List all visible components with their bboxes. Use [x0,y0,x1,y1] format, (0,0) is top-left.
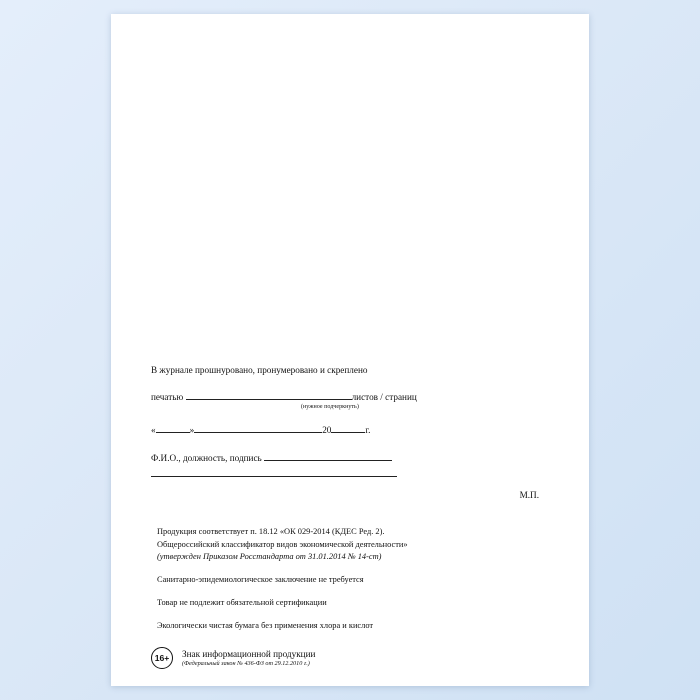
stamp-word: печатью [151,392,184,403]
okved-line-2: Общероссийский классификатор видов экономической деятельности» [157,539,408,549]
date-line [151,423,551,437]
age-rating-icon: 16+ [151,647,173,669]
spacer-3 [151,609,551,620]
date-row [151,423,551,437]
age-mark-text [182,649,315,667]
certification-block [151,364,551,377]
signature-row [151,451,551,477]
year-input[interactable] [331,423,365,433]
quote-close: » [189,424,195,435]
notes-block [151,526,551,632]
underline-note: (нужное подчеркнуть) [301,403,359,410]
month-input[interactable] [194,423,322,433]
stamp-place: М.П. [519,490,539,501]
sheets-count-suffix: листов / страниц [351,392,417,403]
document-page [111,14,589,686]
spacer-2 [151,586,551,597]
okved-line-3: (утвержден Приказом Росстандарта от 31.01.2014 № 14-ст) [157,551,382,561]
sanitary-note: Санитарно-эпидемиологическое заключение не требуется [157,574,364,584]
document-content [151,364,551,669]
signature-second-rule[interactable] [151,465,397,477]
spacer-1 [151,563,551,574]
age-mark-title: Знак информационной продукции [182,648,316,659]
certification-headline: В журнале прошнуровано, пронумеровано и скреплено [151,365,368,375]
quote-open: « [151,424,156,435]
sheets-count-row [151,390,551,409]
signature-input[interactable] [264,451,392,461]
signature-line [151,451,551,465]
day-input[interactable] [156,423,190,433]
okved-line-1: Продукция соответствует п. 18.12 «ОК 029-2014 (КДЕС Ред. 2). [157,527,385,537]
sheets-count-line [151,390,551,404]
year-suffix: г. [365,424,371,435]
age-mark-block [151,647,551,669]
age-mark-law: (Федеральный закон № 436-ФЗ от 29.12.2010 г.) [182,659,310,667]
signature-label: Ф.И.О., должность, подпись [151,453,262,464]
year-prefix: 20 [322,424,332,435]
sheets-count-input[interactable] [186,390,352,400]
certification-note: Товар не подлежит обязательной сертификации [157,598,327,608]
paper-note: Экологически чистая бумага без применения хлора и кислот [157,621,374,631]
